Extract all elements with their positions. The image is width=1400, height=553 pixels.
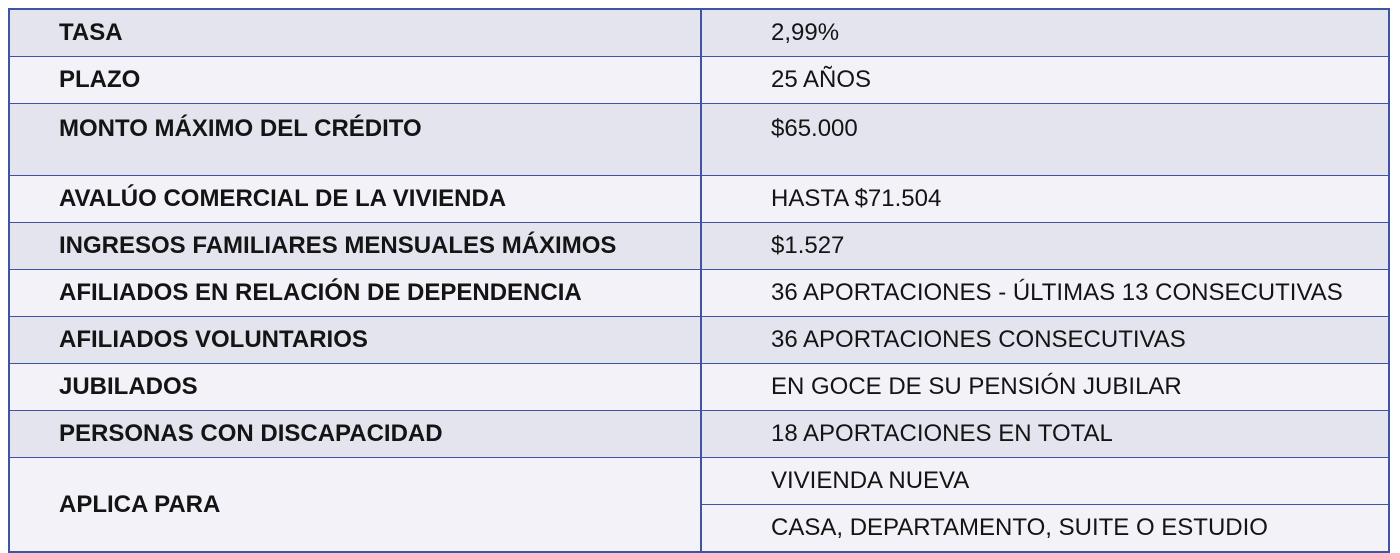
row-label: AFILIADOS EN RELACIÓN DE DEPENDENCIA — [9, 270, 701, 317]
aplica-para-label: APLICA PARA — [9, 458, 701, 553]
table-row — [9, 317, 1389, 364]
row-value: HASTA $71.504 — [701, 176, 1389, 223]
row-value: 18 APORTACIONES EN TOTAL — [701, 411, 1389, 458]
table-row — [9, 223, 1389, 270]
aplica-value: CASA, DEPARTAMENTO, SUITE O ESTUDIO — [701, 505, 1389, 553]
table-row — [9, 57, 1389, 104]
row-value: 36 APORTACIONES - ÚLTIMAS 13 CONSECUTIVAS — [701, 270, 1389, 317]
table-row — [9, 176, 1389, 223]
row-label: PERSONAS CON DISCAPACIDAD — [9, 411, 701, 458]
row-value: EN GOCE DE SU PENSIÓN JUBILAR — [701, 364, 1389, 411]
row-value: 25 AÑOS — [701, 57, 1389, 104]
row-label: PLAZO — [9, 57, 701, 104]
aplica-value: VIVIENDA NUEVA — [701, 458, 1389, 505]
row-label: TASA — [9, 9, 701, 57]
credit-conditions-table-wrapper — [8, 8, 1390, 543]
row-value: $1.527 — [701, 223, 1389, 270]
table-row — [9, 458, 1389, 505]
row-label: INGRESOS FAMILIARES MENSUALES MÁXIMOS — [9, 223, 701, 270]
row-label: JUBILADOS — [9, 364, 701, 411]
row-value: 2,99% — [701, 9, 1389, 57]
row-value: $65.000 — [701, 104, 1389, 176]
row-label: AFILIADOS VOLUNTARIOS — [9, 317, 701, 364]
table-row — [9, 364, 1389, 411]
row-value: 36 APORTACIONES CONSECUTIVAS — [701, 317, 1389, 364]
table-row — [9, 411, 1389, 458]
row-label: AVALÚO COMERCIAL DE LA VIVIENDA — [9, 176, 701, 223]
credit-conditions-table — [8, 8, 1390, 553]
table-row — [9, 104, 1389, 176]
row-label: MONTO MÁXIMO DEL CRÉDITO — [9, 104, 701, 176]
table-row — [9, 270, 1389, 317]
table-row — [9, 9, 1389, 57]
